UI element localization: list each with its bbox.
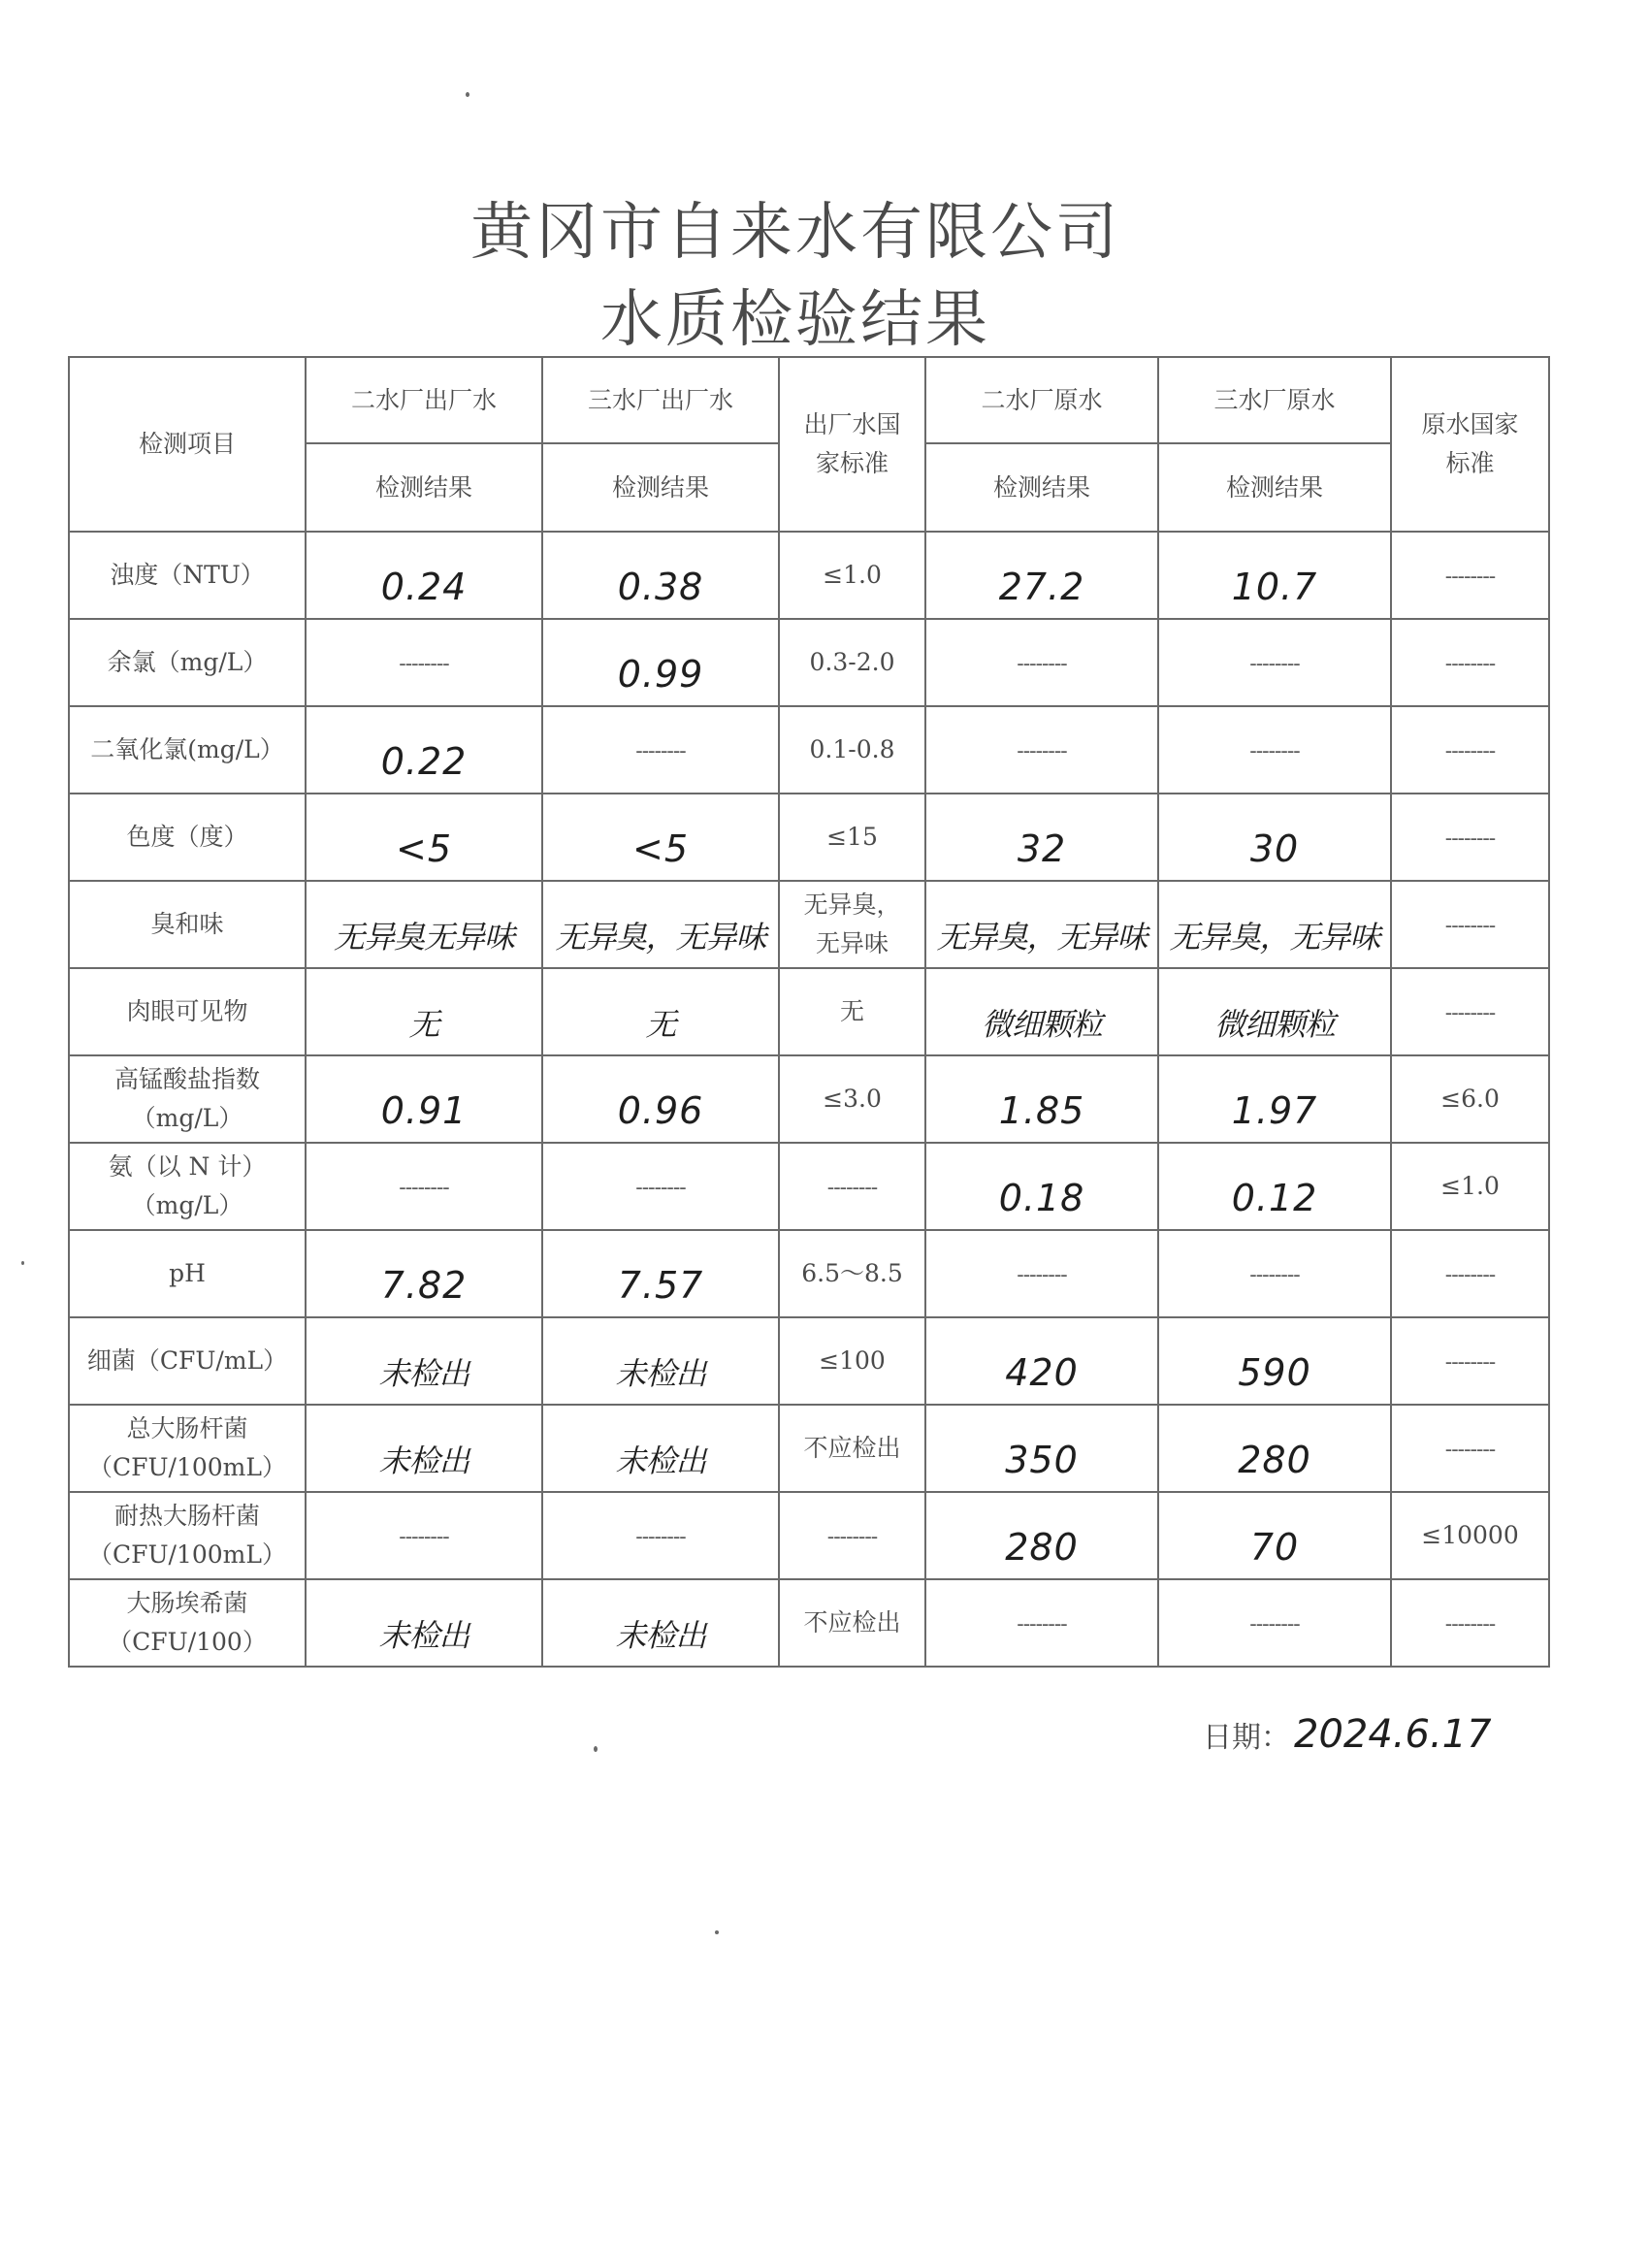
item-name: 色度（度） [126, 823, 248, 851]
item-unit: （mg/L） [131, 1104, 243, 1132]
plant3-out-value [542, 1405, 779, 1492]
item-name: 肉眼可见物 [126, 997, 248, 1025]
table-row [69, 1230, 1549, 1317]
plant2-out-value [306, 532, 542, 619]
empty-dash: -------- [635, 1525, 686, 1549]
handwritten-value: 未检出 [615, 1617, 706, 1655]
out-standard-value [779, 1055, 925, 1143]
empty-dash: -------- [1444, 652, 1496, 676]
table-row [69, 1055, 1549, 1143]
table-row [69, 1579, 1549, 1667]
empty-dash: -------- [1444, 1612, 1496, 1636]
plant3-raw-value [1158, 1230, 1391, 1317]
handwritten-value: 无异臭，无异味 [1169, 919, 1380, 956]
col-plant3-out: 三水厂出厂水 [542, 357, 779, 443]
table-row [69, 706, 1549, 794]
handwritten-value: 10.7 [1231, 565, 1318, 608]
out-standard-value [779, 1579, 925, 1667]
col-out-standard: 出厂水国 家标准 [779, 357, 925, 532]
handwritten-value: 未检出 [615, 1442, 706, 1480]
plant3-out-value [542, 1317, 779, 1405]
raw-standard-value [1391, 968, 1549, 1055]
handwritten-value: 0.91 [380, 1088, 468, 1132]
handwritten-value: <5 [395, 826, 453, 870]
table-row [69, 881, 1549, 968]
table-row [69, 1405, 1549, 1492]
plant3-raw-value [1158, 706, 1391, 794]
table-body [69, 532, 1549, 1667]
out-standard-value [779, 794, 925, 881]
empty-dash: -------- [1249, 739, 1300, 763]
plant2-raw-value [925, 881, 1158, 968]
standard-value: 0.1-0.8 [809, 735, 895, 763]
plant3-raw-value [1158, 619, 1391, 706]
empty-dash: -------- [1444, 826, 1496, 851]
out-standard-value [779, 532, 925, 619]
item-cell [69, 1579, 306, 1667]
item-name: 总大肠杆菌 [126, 1414, 248, 1442]
empty-dash: -------- [1017, 652, 1067, 676]
table-row [69, 968, 1549, 1055]
handwritten-value: 7.57 [617, 1263, 704, 1307]
col-raw-standard: 原水国家 标准 [1391, 357, 1549, 532]
item-name: pH [169, 1259, 206, 1287]
empty-dash: -------- [399, 1176, 449, 1200]
handwritten-value: 微细颗粒 [1213, 1006, 1335, 1044]
plant3-raw-value [1158, 794, 1391, 881]
standard-value: 6.5～8.5 [801, 1259, 903, 1287]
handwritten-value: 无 [408, 1006, 439, 1044]
handwritten-value: 未检出 [615, 1355, 706, 1393]
plant3-raw-value [1158, 968, 1391, 1055]
plant2-out-value [306, 968, 542, 1055]
plant3-raw-value [1158, 881, 1391, 968]
plant2-raw-value [925, 532, 1158, 619]
plant2-raw-value [925, 1317, 1158, 1405]
empty-dash: -------- [635, 739, 686, 763]
out-standard-value [779, 619, 925, 706]
handwritten-value: 350 [1005, 1438, 1079, 1481]
handwritten-value: 70 [1249, 1525, 1300, 1569]
scan-speck [466, 92, 469, 97]
date-line [1203, 1712, 1492, 1757]
empty-dash: -------- [1444, 1001, 1496, 1025]
empty-dash: -------- [1444, 565, 1496, 589]
handwritten-value: 0.96 [617, 1088, 704, 1132]
handwritten-value: 未检出 [378, 1442, 469, 1480]
out-standard-value [779, 1405, 925, 1492]
empty-dash: -------- [1017, 739, 1067, 763]
plant3-raw-value [1158, 1579, 1391, 1667]
item-cell [69, 1317, 306, 1405]
plant2-out-value [306, 1317, 542, 1405]
raw-standard-value [1391, 1492, 1549, 1579]
plant2-out-value [306, 706, 542, 794]
empty-dash: -------- [826, 1176, 878, 1200]
out-standard-value [779, 881, 925, 968]
raw-standard-value [1391, 1143, 1549, 1230]
plant3-raw-value [1158, 1492, 1391, 1579]
plant3-out-value [542, 881, 779, 968]
handwritten-value: 280 [1238, 1438, 1311, 1481]
item-cell [69, 1405, 306, 1492]
handwritten-value: 0.24 [380, 565, 468, 608]
handwritten-value: 无异臭无异味 [333, 919, 514, 956]
standard-value: ≤15 [826, 823, 878, 851]
standard-value: ≤1.0 [823, 561, 882, 589]
out-standard-value [779, 1143, 925, 1230]
item-cell [69, 1055, 306, 1143]
date-label: 日期： [1203, 1721, 1290, 1755]
raw-standard-value [1391, 1230, 1549, 1317]
plant2-raw-value [925, 619, 1158, 706]
plant2-out-value [306, 1405, 542, 1492]
sub-header: 检测结果 [925, 443, 1158, 532]
item-cell [69, 968, 306, 1055]
raw-standard-value [1391, 1317, 1549, 1405]
item-cell [69, 619, 306, 706]
out-standard-value [779, 968, 925, 1055]
item-name: 二氧化氯(mg/L） [90, 735, 284, 763]
item-unit: （CFU/100） [108, 1628, 267, 1656]
raw-standard-value [1391, 881, 1549, 968]
plant2-out-value [306, 881, 542, 968]
empty-dash: -------- [1444, 1263, 1496, 1287]
handwritten-value: 0.12 [1231, 1176, 1318, 1219]
standard-value: 无异臭， [803, 891, 901, 919]
handwritten-value: 1.97 [1231, 1088, 1318, 1132]
out-standard-value [779, 1492, 925, 1579]
plant2-raw-value [925, 1405, 1158, 1492]
handwritten-value: 7.82 [380, 1263, 468, 1307]
empty-dash: -------- [1444, 1350, 1496, 1375]
item-cell [69, 881, 306, 968]
handwritten-value: 未检出 [378, 1355, 469, 1393]
scan-speck [21, 1261, 24, 1265]
empty-dash: -------- [399, 1525, 449, 1549]
plant2-out-value [306, 1143, 542, 1230]
plant3-out-value [542, 794, 779, 881]
handwritten-value: 无异臭，无异味 [936, 919, 1148, 956]
plant2-out-value [306, 619, 542, 706]
plant3-raw-value [1158, 1317, 1391, 1405]
empty-dash: -------- [1249, 1612, 1300, 1636]
handwritten-value: 微细颗粒 [981, 1006, 1102, 1044]
empty-dash: -------- [635, 1176, 686, 1200]
empty-dash: -------- [1249, 1263, 1300, 1287]
raw-standard-value [1391, 1405, 1549, 1492]
plant3-raw-value [1158, 532, 1391, 619]
raw-standard-value [1391, 794, 1549, 881]
standard-value: 无 [839, 997, 864, 1025]
header-row-1 [69, 357, 1549, 443]
standard-value: 不应检出 [803, 1608, 901, 1636]
scan-speck [594, 1746, 598, 1752]
item-unit: （CFU/100mL） [88, 1453, 286, 1481]
handwritten-value: 27.2 [998, 565, 1085, 608]
sub-header: 检测结果 [542, 443, 779, 532]
raw-standard-value [1391, 619, 1549, 706]
plant3-out-value [542, 1579, 779, 1667]
handwritten-value: 未检出 [378, 1617, 469, 1655]
raw-standard-value [1391, 706, 1549, 794]
plant2-raw-value [925, 968, 1158, 1055]
standard-value: ≤1.0 [1440, 1172, 1500, 1200]
item-cell [69, 1143, 306, 1230]
col-plant2-out: 二水厂出厂水 [306, 357, 542, 443]
plant2-raw-value [925, 1230, 1158, 1317]
out-standard-value [779, 1230, 925, 1317]
item-name: 臭和味 [150, 910, 224, 938]
plant3-out-value [542, 1143, 779, 1230]
handwritten-value: <5 [631, 826, 690, 870]
item-name: 耐热大肠杆菌 [113, 1502, 260, 1530]
raw-standard-value [1391, 532, 1549, 619]
empty-dash: -------- [1017, 1263, 1067, 1287]
item-cell [69, 794, 306, 881]
item-cell [69, 1492, 306, 1579]
plant2-out-value [306, 1579, 542, 1667]
plant3-out-value [542, 706, 779, 794]
plant2-raw-value [925, 1492, 1158, 1579]
handwritten-value: 1.85 [998, 1088, 1085, 1132]
plant2-out-value [306, 794, 542, 881]
standard-value: ≤3.0 [823, 1085, 882, 1113]
report-title: 水质检验结果 [600, 284, 990, 356]
item-cell [69, 706, 306, 794]
out-standard-value [779, 706, 925, 794]
plant3-raw-value [1158, 1143, 1391, 1230]
scan-speck [715, 1930, 719, 1934]
company-title: 黄冈市自来水有限公司 [470, 197, 1120, 269]
table-row [69, 1492, 1549, 1579]
item-name: 余氯（mg/L） [107, 648, 268, 676]
standard-value: ≤6.0 [1440, 1085, 1500, 1113]
raw-standard-value [1391, 1055, 1549, 1143]
item-cell [69, 1230, 306, 1317]
out-standard-value [779, 1317, 925, 1405]
item-name: 大肠埃希菌 [126, 1589, 248, 1617]
handwritten-value: 420 [1005, 1350, 1079, 1394]
sub-header: 检测结果 [306, 443, 542, 532]
plant2-raw-value [925, 706, 1158, 794]
results-table [68, 356, 1550, 1668]
handwritten-value: 0.22 [380, 739, 468, 783]
plant2-raw-value [925, 1055, 1158, 1143]
item-header: 检测项目 [69, 357, 306, 532]
plant3-out-value [542, 1492, 779, 1579]
item-cell [69, 532, 306, 619]
item-unit: （mg/L） [131, 1191, 243, 1219]
handwritten-value: 32 [1017, 826, 1067, 870]
handwritten-value: 无异臭，无异味 [555, 919, 766, 956]
standard-value: ≤100 [819, 1346, 886, 1375]
empty-dash: -------- [1444, 914, 1496, 938]
sub-header: 检测结果 [1158, 443, 1391, 532]
col-plant3-raw: 三水厂原水 [1158, 357, 1391, 443]
table-row [69, 1317, 1549, 1405]
handwritten-value: 无 [645, 1006, 676, 1044]
plant3-out-value [542, 968, 779, 1055]
empty-dash: -------- [1017, 1612, 1067, 1636]
handwritten-value: 30 [1249, 826, 1300, 870]
standard-value: ≤10000 [1421, 1521, 1519, 1549]
handwritten-value: 0.38 [617, 565, 704, 608]
plant2-raw-value [925, 1143, 1158, 1230]
plant2-raw-value [925, 794, 1158, 881]
date-value: 2024.6.17 [1294, 1712, 1492, 1757]
plant3-out-value [542, 532, 779, 619]
raw-standard-value [1391, 1579, 1549, 1667]
col-plant2-raw: 二水厂原水 [925, 357, 1158, 443]
empty-dash: -------- [826, 1525, 878, 1549]
plant2-raw-value [925, 1579, 1158, 1667]
table-row [69, 794, 1549, 881]
table-row [69, 619, 1549, 706]
table-row [69, 1143, 1549, 1230]
plant3-raw-value [1158, 1055, 1391, 1143]
plant2-out-value [306, 1055, 542, 1143]
handwritten-value: 590 [1238, 1350, 1311, 1394]
empty-dash: -------- [399, 652, 449, 676]
plant2-out-value [306, 1492, 542, 1579]
plant3-out-value [542, 1230, 779, 1317]
handwritten-value: 0.18 [998, 1176, 1085, 1219]
plant3-out-value [542, 619, 779, 706]
item-name: 氨（以 N 计） [108, 1152, 267, 1181]
standard-value: 不应检出 [803, 1434, 901, 1462]
empty-dash: -------- [1249, 652, 1300, 676]
item-name: 浊度（NTU） [110, 561, 265, 589]
plant3-raw-value [1158, 1405, 1391, 1492]
item-name: 细菌（CFU/mL） [86, 1346, 288, 1375]
standard-value: 0.3-2.0 [809, 648, 895, 676]
plant3-out-value [542, 1055, 779, 1143]
table-row [69, 532, 1549, 619]
item-name: 高锰酸盐指数 [113, 1065, 260, 1093]
item-unit: （CFU/100mL） [88, 1540, 286, 1569]
plant2-out-value [306, 1230, 542, 1317]
standard-value: 无异味 [815, 929, 889, 957]
empty-dash: -------- [1444, 1438, 1496, 1462]
handwritten-value: 280 [1005, 1525, 1079, 1569]
handwritten-value: 0.99 [617, 652, 704, 696]
empty-dash: -------- [1444, 739, 1496, 763]
